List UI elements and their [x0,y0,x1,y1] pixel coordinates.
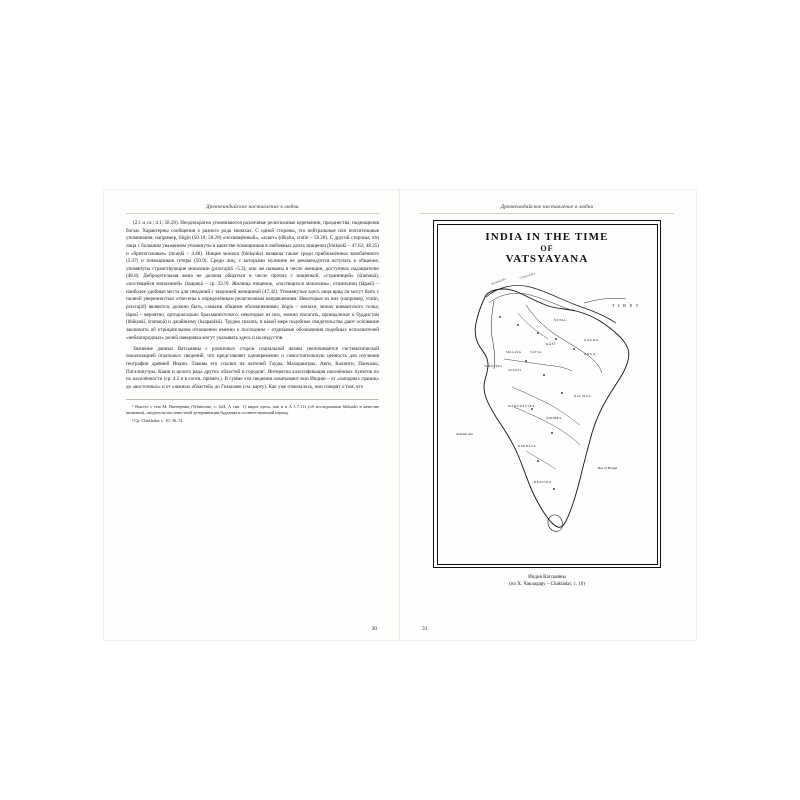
map-label-bay-of-bengal: Bay of Bengal [598,466,618,470]
left-page-body [126,220,379,392]
page-number-left: 30 [371,626,377,632]
map-label-kamulaka: Kāmūlaka [490,276,507,286]
map-title-line-3: VATSYAYANA [505,253,589,266]
map-label-surastra: SURĀṢṬRA [484,364,503,368]
running-head-left: Древнеиндийское наставление в любви [126,204,379,214]
map-label-avanti: AVANTI [508,368,522,372]
map-label-vatsa: VATSA [530,350,542,354]
map-figure [433,220,661,568]
map-title-line-1: INDIA IN THE TIME [485,231,609,243]
book-spread [104,190,696,640]
map-label-maharastra: MAHĀRĀṢṬRA [508,404,536,408]
map-label-kasi: KĀŚĪ [546,342,556,346]
map-label-andhra: ĀNDHRA [546,416,562,420]
map-caption-line-1: Индия Ватсьяяны [528,575,566,580]
map-caption [420,574,674,589]
footnote: ¹ Вместе с тем М. Винтерниц (Winternitz, с. 624, А гип. 1) видит здесь, как и в А 1.7.111 (об исследовании bhikṣukī в качестве шпионки), свидетельство известной детерминации буддизма в соответствующий период. [126,403,379,415]
map-label-dravida: DRAVIḌA [534,480,552,484]
footnote: ² Ср. Chakladar, с. 10, 36–72. [132,417,184,423]
left-page [104,190,400,640]
map-label-karnata: KARṆĀṬA [518,444,537,448]
map-caption-line-2: (по Х. Чакладару – Chakladar, с. 10) [509,582,585,588]
map-label-malava: MĀLAVA [506,350,522,354]
footnotes-left [126,399,379,424]
map-label-tibet: T I B E T [612,303,640,308]
right-page [400,190,696,640]
map-label-gauda: GAUḌA [584,338,599,342]
map-label-anga: AṄGA [584,352,596,356]
map-title-line-2: OF [540,243,554,253]
paragraph: Значение данных Ватсьяяны с различных сторон социальной жизни увеличивается систематической локализацией отдельных сведений, что представляет одновременно и самостоятельную ценность для изучения географии древней Индии. Таковы его ссылки на жителей Гауды, Махараштры, Авги, Калинги, Панчалы, Паталипутры, Каши и целого ряда других областей и городов². Интересна классификация населённых пунктов по их населённости (ср. 4.2 и в соотв. примеч.). В сумме эти сведения охватывают всю Индию – от «западных границ» до «восточных» и от «южных областей» до Гималаев (см. карту). Как уже отмечалось, они говорят о том, что [126,345,379,390]
running-head-right: Древнеиндийское наставление в любви [420,204,674,214]
map-label-kalinga: KALIṄGA [574,394,592,398]
map-label-arabian-sea: Arabian Sea [456,432,473,436]
paragraph: (2.1 и сл.; 4.1; 58.28). Неоднократно упоминаются различные религиозные церемонии, празднества, поднощения богам. Характерны сообщения о разного рода монахах. С одной стороны, это нейтральные или почтительные упоминания, например, liṅgin (50.10; 58.28) «посвящённый», «аскет» (dīkṣita, vratin – 58.28). С другой стороны, эти лица с большим уважением упомянуты в качестве помощников в любовных делах нищенки (bhikṣukī – 47.62; 48.25) и «бритоголовые» (muṇḍā – 4.48). Нищие монахи (bhikṣuka) названы также среди приближённых влюблённого (5.37) и помощников гетеры (50.9). Среди лиц, с которыми мужчине не рекомендуется вступать в общение, упомянуты странствующие монахини (pravrajitā –5.3); они же названы в числе женщин, доступных надзирателю (48.8). Добродетельная жена не должна общаться в числе прочих с нищенкой, «странницей» (śramaṇā), «постящейся монахиней» (kṣapaṇā – ср. 32.9). Жилища нищенок, «постящихся монахинь», отшельниц (tāpasī) – наиболее удобные места для свиданий с замужней женщиной (47.42). Упомянутые здесь лица вряд ли могут быть с полной уверенностью отнесены к определённым религиозным направлениям. Некоторые из них (например, vratin, pravrajitī) являются, должно быть, самыми общими обозначениями; liṅgin – монахи, монах шиваитского толка; tāpasī – вероятно, ортодоксально брахманистского; некоторые из них, можно полагать, принадлежат к буддистам (bhikṣukī, śramaṇā) и джайнизму (kṣapaṇikā). Трудно сказать, в какой мере подобные свидетельства дают основание заключить об отрицательном отношении именно к последним – отдельные обозначения подобных исполнителей «неблагородных» ролей наверняка могут указывать здесь и на индустов. [126,220,379,341]
india-map-drawing [434,221,661,568]
map-label-nepal: NEPAL [554,318,567,322]
page-number-right: 31 [422,626,428,632]
map-label-chakalaka: Chakalaka [519,271,536,280]
